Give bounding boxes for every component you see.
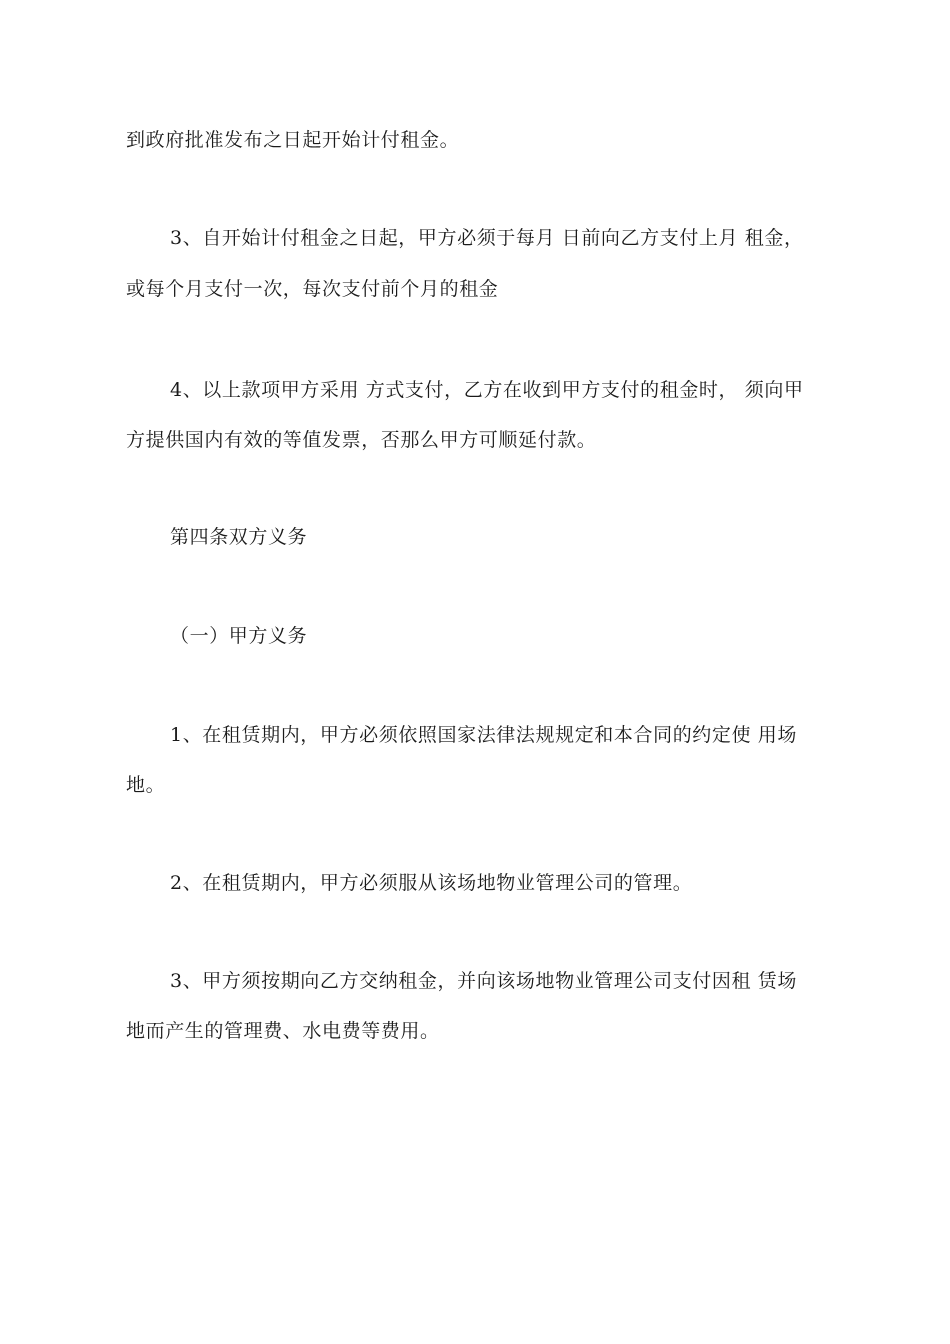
clause-4-line-2: 方提供国内有效的等值发票，否那么甲方可顺延付款。 <box>126 429 597 451</box>
article-4-heading: 第四条双方义务 <box>170 526 308 548</box>
obligation-3-line-1: 3、甲方须按期向乙方交纳租金，并向该场地物业管理公司支付因租 赁场 <box>170 970 797 992</box>
clause-3-line-1: 3、自开始计付租金之日起，甲方必须于每月 日前向乙方支付上月 租金， <box>170 227 804 249</box>
obligation-1-line-1: 1、在租赁期内，甲方必须依照国家法律法规规定和本合同的约定使 用场 <box>170 724 797 746</box>
obligation-1-line-2: 地。 <box>126 774 166 796</box>
party-a-obligations-heading: （一）甲方义务 <box>170 625 308 647</box>
paragraph-continuation-line: 到政府批准发布之日起开始计付租金。 <box>126 129 460 151</box>
obligation-2-line-1: 2、在租赁期内，甲方必须服从该场地物业管理公司的管理。 <box>170 872 693 894</box>
obligation-3-line-2: 地而产生的管理费、水电费等费用。 <box>126 1020 440 1042</box>
clause-4-line-1: 4、以上款项甲方采用 方式支付，乙方在收到甲方支付的租金时， 须向甲 <box>170 379 804 401</box>
clause-3-line-2: 或每个月支付一次，每次支付前个月的租金 <box>126 278 499 300</box>
